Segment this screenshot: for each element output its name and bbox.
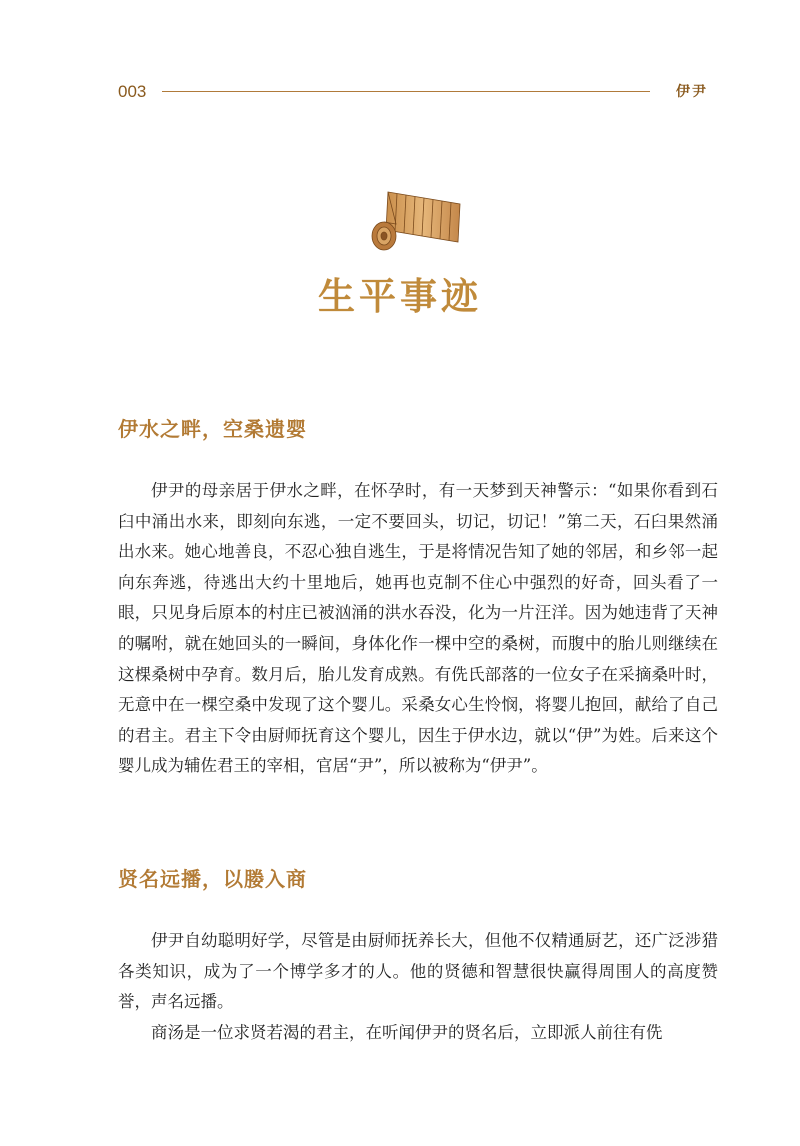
section-2-paragraph-1: 伊尹自幼聪明好学，尽管是由厨师抚养长大，但他不仅精通厨艺，还广泛涉猎各类知识，成为了一个博学多才的人。他的贤德和智慧很快赢得周围人的高度赞誉，声名远播。	[118, 931, 718, 1012]
running-title: 伊尹	[676, 84, 708, 100]
chapter-title: 生平事迹	[318, 274, 482, 318]
page-number: 003	[118, 82, 147, 101]
section-2-paragraph-2: 商汤是一位求贤若渴的君主，在听闻伊尹的贤名后，立即派人前往有侁	[151, 1023, 663, 1042]
section-heading-1: 伊水之畔，空桑遗婴	[118, 417, 307, 441]
header-rule	[162, 91, 650, 92]
bamboo-scroll-icon	[366, 186, 464, 256]
section-1-paragraph: 伊尹的母亲居于伊水之畔，在怀孕时，有一天梦到天神警示：“如果你看到石臼中涌出水来，即刻向东逃，一定不要回头，切记，切记！”第二天，石臼果然涌出水来。她心地善良，不忍心独自逃生，于是将情况告知了她的邻居，和乡邻一起向东奔逃，待逃出大约十里地后，她再也克制不住心中强烈的好奇，回头看了一眼，只见身后原本的村庄已被汹涌的洪水吞没，化为一片汪洋。因为她违背了天神的嘱咐，就在她回头的一瞬间，身体化作一棵中空的桑树，而腹中的胎儿则继续在这棵桑树中孕育。数月后，胎儿发育成熟。有侁氏部落的一位女子在采摘桑叶时，无意中在一棵空桑中发现了这个婴儿。采桑女心生怜悯，将婴儿抱回，献给了自己的君主。君主下令由厨师抚育这个婴儿，因生于伊水边，就以“伊”为姓。后来这个婴儿成为辅佐君王的宰相，官居“尹”，所以被称为“伊尹”。	[118, 481, 718, 776]
page-header	[118, 80, 708, 104]
section-heading-2: 贤名远播，以媵入商	[118, 867, 307, 891]
